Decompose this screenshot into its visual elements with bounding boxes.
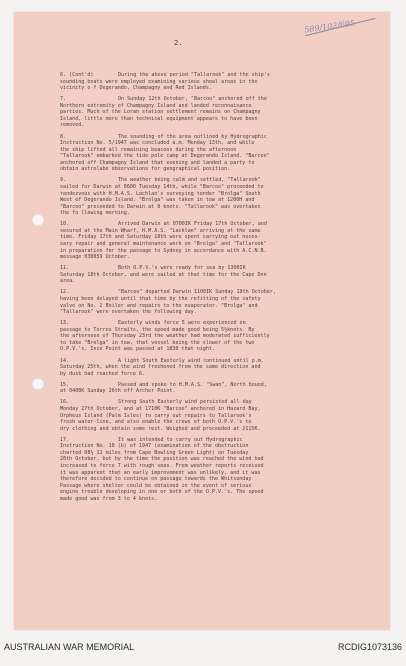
paragraph-text: "Tallarook" embarked the tide pole camp at Degerando Island. "Barcoo" [60,153,270,160]
paragraph-text: 28th October, but by the time the position was reached the wind had [60,456,264,463]
punch-hole [32,214,44,226]
paragraph-number: 9. [60,177,67,184]
paragraph-text: vicinity o f Degerando, Champagny and Red Islands. [60,85,212,92]
report-paragraph [60,358,372,378]
paragraph-text: sounding boats were employed examining various shoal areas in the [60,78,258,85]
paragraph-text: The weather being calm and settled, "Tallarook" [118,177,261,184]
archive-name: AUSTRALIAN WAR MEMORIAL [4,642,135,652]
paragraph-line [60,309,372,316]
paragraph-text: Northern extremity of Champagny Island and landed reconnaisance [60,102,252,109]
page-number: 2. [174,39,183,47]
report-paragraph [60,382,372,395]
paragraph-line [60,278,372,285]
paragraph-text: During the above period "Tallarook" and the ship's [118,72,270,78]
paragraph-number: 6. (Cont'd) [60,72,94,78]
report-paragraph [60,134,372,173]
paragraph-text: Instruction No. 5/1947 was concluded a.m. Monday 13th, and while [60,140,255,147]
paragraph-text: Instruction No. 10 (b) of 1947 (examination of the obstruction [60,443,249,450]
document-page [14,12,390,630]
paragraph-text: Orpheus Island (Palm Isles) to carry out repairs to Tallarook's [60,412,252,419]
paragraph-text: "Tallarook" were overtaken the following day. [60,309,197,316]
paragraph-text: at 0400K Sunday 26th off Archer Point. [60,388,176,395]
paragraph-text: valve on No. 2 Boiler and repairs to the evaporator. "Brolga" and [60,302,258,309]
paragraph-text: On Sunday 12th October, "Barcoo" anchored off the [118,96,267,103]
report-paragraph [60,221,372,260]
paragraph-text: Monday 27th October, and at 1710K "Barcoo" anchored in Hazard Bay, [60,406,261,412]
paragraph-line [60,496,372,503]
paragraph-line [60,85,372,92]
punch-hole [32,378,44,390]
paragraph-text: The sounding of the area outlined by Hydrographic [118,133,267,140]
paragraph-text: obtain astrolabe observations for geographical position. [60,166,231,173]
paragraph-number: 10. [60,221,70,228]
report-paragraph [60,437,372,502]
report-body [60,72,372,507]
paragraph-number: 11. [60,265,70,272]
paragraph-text: rendezvous with H.M.A.S. Lachlan's surveying tender "Brolga" South [60,190,261,197]
paragraph-number: 8. [60,133,67,140]
paragraph-line [60,210,372,217]
paragraph-text: dry clothing and obtain some rest. Weighed and proceeded at 2115K. [60,425,261,432]
paragraph-text: anchored off Champagny Island that evening and landed a party to [60,159,255,166]
paragraph-text: fresh water-line, and also enable the crews of both O.P.V.'s to [60,419,252,426]
paragraph-text: area. [60,278,76,285]
paragraph-line [60,166,372,173]
archive-footer [0,638,406,660]
paragraph-text: by dusk had reached force 6. [60,370,146,377]
paragraph-text: therefore decided to continue on passage towards the Whitsunday [60,476,252,483]
paragraph-line [60,426,372,433]
report-paragraph [60,72,372,92]
paragraph-text: charted 08½ 11 miles from Cape Bowling Green Light) on Tuesday [60,449,249,456]
paragraph-text: the afternoon of Thursday 23rd the weather had moderated sufficiently [60,333,270,340]
paragraph-text: It was intended to carry out Hydrographic [118,436,243,443]
paragraph-number: 13. [60,320,70,327]
paragraph-text: secured at the Main Wharf, H.M.A.S. "Lachlan" arriving at the same [60,227,261,234]
paragraph-text: Passed and spoke to H.M.A.S. "Swan", North bound, [118,381,267,388]
archive-record-id: RCDIG1073136 [337,642,402,652]
paragraph-text: having been delayed until that time by the refitting of the safety [60,295,261,302]
paragraph-number: 15. [60,381,70,388]
paragraph-text: Strong South Easterly wind persisted all day [118,399,252,406]
paragraph-text: it was apparent that an early improvement was unlikely, and it was [60,469,261,476]
paragraph-line [60,254,372,261]
paragraph-text: Easterly winds force 5 were experienced on [118,320,246,327]
paragraph-text: parties. Much of the Loran station settlement remains on Champagny [60,109,261,116]
report-paragraph [60,289,372,315]
paragraph-text: Both O.P.V.'s were ready for sea by 1300IK [118,265,246,272]
paragraph-number: 14. [60,357,70,364]
paragraph-text: message 030059 October. [60,254,130,261]
paragraph-text: Saturday 18th October, and were sailed at that time for the Cape Don [60,271,267,278]
report-paragraph [60,320,372,353]
paragraph-text: sailed for Darwin at 0600 Tuesday 14th, while "Barcoo" proceeded to [60,183,264,190]
paragraph-text: Passage where shelter could be obtained in the event of serious [60,482,252,489]
paragraph-text: A light South Easterly wind continued until p.m. [118,357,264,364]
paragraph-number: 12. [60,289,70,296]
report-paragraph [60,265,372,285]
report-paragraph [60,177,372,216]
paragraph-text: in preparation for the passage to Sydney in accordance with A.C.N.B. [60,247,267,254]
handwritten-reference: 589/102/695 [304,14,384,34]
paragraph-text: removed. [60,122,85,129]
paragraph-line [60,388,372,395]
paragraph-number: 17. [60,436,70,443]
paragraph-number: 7. [60,96,67,103]
paragraph-text: Arrived Darwin at 0700IK Friday 17th October, and [118,221,267,228]
paragraph-text: O.P.V.'s. Ince Point was passed at 1830 that night. [60,346,215,353]
paragraph-line [60,371,372,378]
paragraph-text: the ship lifted all remaining beacons during the afternoon [60,146,237,153]
paragraph-text: sary repair and general maintenance work on "Brolga" and "Tallarook" [60,240,267,247]
report-paragraph [60,96,372,129]
paragraph-text: "Barcoo" proceeded to Darwin at 9 knots. "Tallarook" was overtaken [60,203,261,210]
paragraph-text: West of Degerando Island. "Brolga" was taken in tow at 1200H and [60,197,255,204]
paragraph-text: Island, little more than technical equipment appears to have been [60,115,258,122]
paragraph-text: engine trouble developing in one or both of the O.P.V.'s. The speed [60,489,264,496]
paragraph-number: 16. [60,399,70,406]
paragraph-text: Saturday 25th, when the wind freshened from the same direction and [60,364,261,371]
paragraph-text: time. Friday 17th and Saturday 18th were spent carrying out neces- [60,234,261,241]
report-paragraph [60,399,372,432]
paragraph-text: the fo llowing morning. [60,210,130,217]
paragraph-text: made good was from 3 to 4 knots. [60,495,158,502]
paragraph-line [60,122,372,129]
paragraph-text: passage to Torres Straits, the speed made good being 5½knots. By [60,326,255,333]
paragraph-text: to take "Brolga" in tow, that vessel being the slower of the two [60,339,255,346]
paragraph-line [60,346,372,353]
paragraph-text: increased to force 7 with rough seas. From weather reports received [60,462,264,469]
paragraph-text: "Barcoo" departed Darwin 1100IK Sunday 19th October, [118,289,277,296]
